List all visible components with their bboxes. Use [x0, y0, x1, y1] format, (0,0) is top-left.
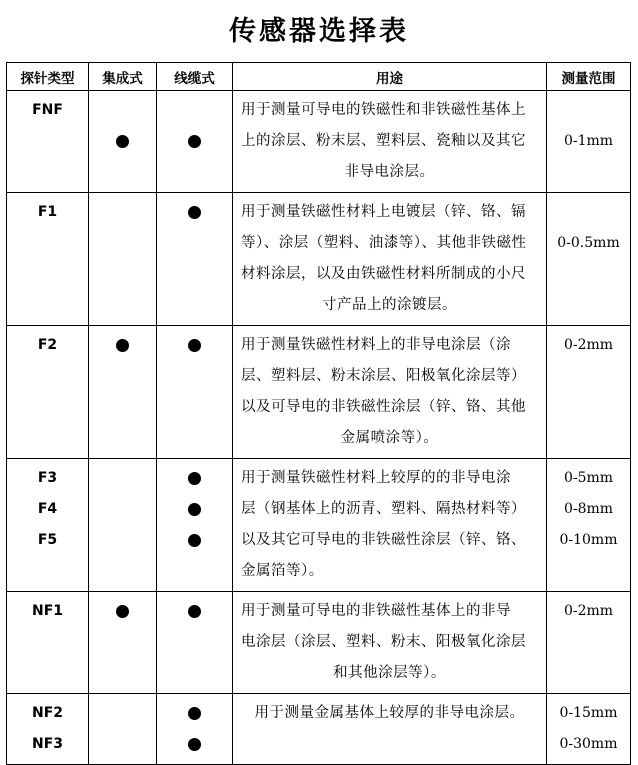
range-cell [547, 592, 631, 694]
cable-dot-icon [188, 605, 201, 618]
cable-cell [157, 694, 233, 765]
range-cell [547, 193, 631, 326]
integrated-dot-icon [116, 339, 129, 352]
probe-model: NF3 [31, 736, 64, 752]
cable-dot-icon [188, 503, 201, 516]
usage-cell [233, 694, 547, 765]
range-value: 0-8mm [563, 501, 614, 517]
header-usage: 用途 [233, 63, 547, 91]
probe-model: F3 [37, 470, 58, 486]
header-probe-type: 探针类型 [7, 63, 89, 91]
range-value: 0-2mm [563, 603, 614, 619]
usage-line: 寸产品上的涂镀层。 [322, 297, 457, 313]
usage-line: 以及其它可导电的非铁磁性涂层（锌、铬、 [241, 532, 526, 548]
sensor-selection-table [6, 62, 631, 765]
cable-cell [157, 459, 233, 592]
usage-line: 上的涂层、粉末层、塑料层、瓷釉以及其它 [241, 133, 526, 149]
cable-dot-icon [188, 339, 201, 352]
probe-model-cell [7, 694, 89, 765]
usage-line: 用于测量铁磁性材料上的非导电涂层（涂 [241, 337, 511, 353]
cable-dot-icon [188, 738, 201, 751]
usage-line: 金属箔等）。 [241, 563, 324, 579]
range-value: 0-10mm [559, 532, 618, 548]
usage-line: 材料涂层，以及由铁磁性材料所制成的小尺 [241, 266, 526, 282]
probe-model: F1 [37, 204, 58, 220]
range-value: 0-5mm [563, 470, 614, 486]
integrated-cell [89, 459, 157, 592]
range-value: 0-0.5mm [557, 235, 620, 251]
cable-dot-icon [188, 534, 201, 547]
header-integrated: 集成式 [89, 63, 157, 91]
cable-dot-icon [188, 206, 201, 219]
usage-cell [233, 91, 547, 193]
usage-line: 和其他涂层等）。 [333, 665, 446, 681]
integrated-cell [89, 694, 157, 765]
range-cell [547, 326, 631, 459]
integrated-cell [89, 326, 157, 459]
cable-cell [157, 592, 233, 694]
table-row [7, 91, 631, 193]
table-row [7, 193, 631, 326]
probe-model-cell [7, 592, 89, 694]
usage-line: 用于测量铁磁性材料上电镀层（锌、铬、镉 [241, 204, 526, 220]
range-cell [547, 91, 631, 193]
usage-line: 等）、涂层（塑料、油漆等）、其他非铁磁性 [241, 235, 527, 251]
probe-model-cell [7, 193, 89, 326]
usage-line: 用于测量铁磁性材料上较厚的的非导电涂 [241, 470, 511, 486]
usage-line: 金属喷涂等）。 [340, 430, 439, 446]
usage-cell [233, 326, 547, 459]
probe-model: NF1 [31, 603, 64, 619]
probe-model: FNF [32, 102, 63, 118]
usage-line: 以及可导电的非铁磁性涂层（锌、铬、其他 [241, 399, 526, 415]
cable-dot-icon [188, 135, 201, 148]
usage-line: 用于测量可导电的非铁磁性基体上的非导 [241, 603, 511, 619]
probe-model-cell [7, 91, 89, 193]
table-row [7, 459, 631, 592]
usage-line: 电涂层（涂层、塑料、粉末、阳极氧化涂层 [241, 634, 526, 650]
range-cell [547, 694, 631, 765]
probe-model-cell [7, 326, 89, 459]
usage-line: 层、塑料层、粉末涂层、阳极氧化涂层等） [241, 368, 526, 384]
cable-cell [157, 193, 233, 326]
cable-cell [157, 91, 233, 193]
table-row [7, 326, 631, 459]
page-title: 传感器选择表 [229, 16, 409, 47]
usage-cell [233, 592, 547, 694]
integrated-dot-icon [116, 135, 129, 148]
integrated-cell [89, 592, 157, 694]
integrated-cell [89, 193, 157, 326]
range-value: 0-2mm [563, 337, 614, 353]
probe-model: NF2 [31, 705, 64, 721]
probe-model: F4 [37, 501, 58, 517]
table-row [7, 592, 631, 694]
header-cable: 线缆式 [157, 63, 233, 91]
table-row [7, 694, 631, 765]
cable-cell [157, 326, 233, 459]
range-value: 0-15mm [559, 705, 618, 721]
usage-line: 用于测量可导电的铁磁性和非铁磁性基体上 [241, 102, 526, 118]
usage-cell [233, 193, 547, 326]
table-header-row [7, 63, 631, 91]
header-range: 测量范围 [547, 63, 631, 91]
cable-dot-icon [188, 472, 201, 485]
range-cell [547, 459, 631, 592]
usage-line: 用于测量金属基体上较厚的非导电涂层。 [254, 705, 525, 721]
probe-model-cell [7, 459, 89, 592]
probe-model: F2 [37, 337, 58, 353]
usage-line: 层（钢基体上的沥青、塑料、隔热材料等） [241, 501, 526, 517]
usage-cell [233, 459, 547, 592]
range-value: 0-1mm [563, 133, 614, 149]
probe-model: F5 [37, 532, 58, 548]
usage-line: 非导电涂层。 [344, 164, 435, 180]
cable-dot-icon [188, 707, 201, 720]
range-value: 0-30mm [559, 736, 618, 752]
integrated-dot-icon [116, 605, 129, 618]
integrated-cell [89, 91, 157, 193]
